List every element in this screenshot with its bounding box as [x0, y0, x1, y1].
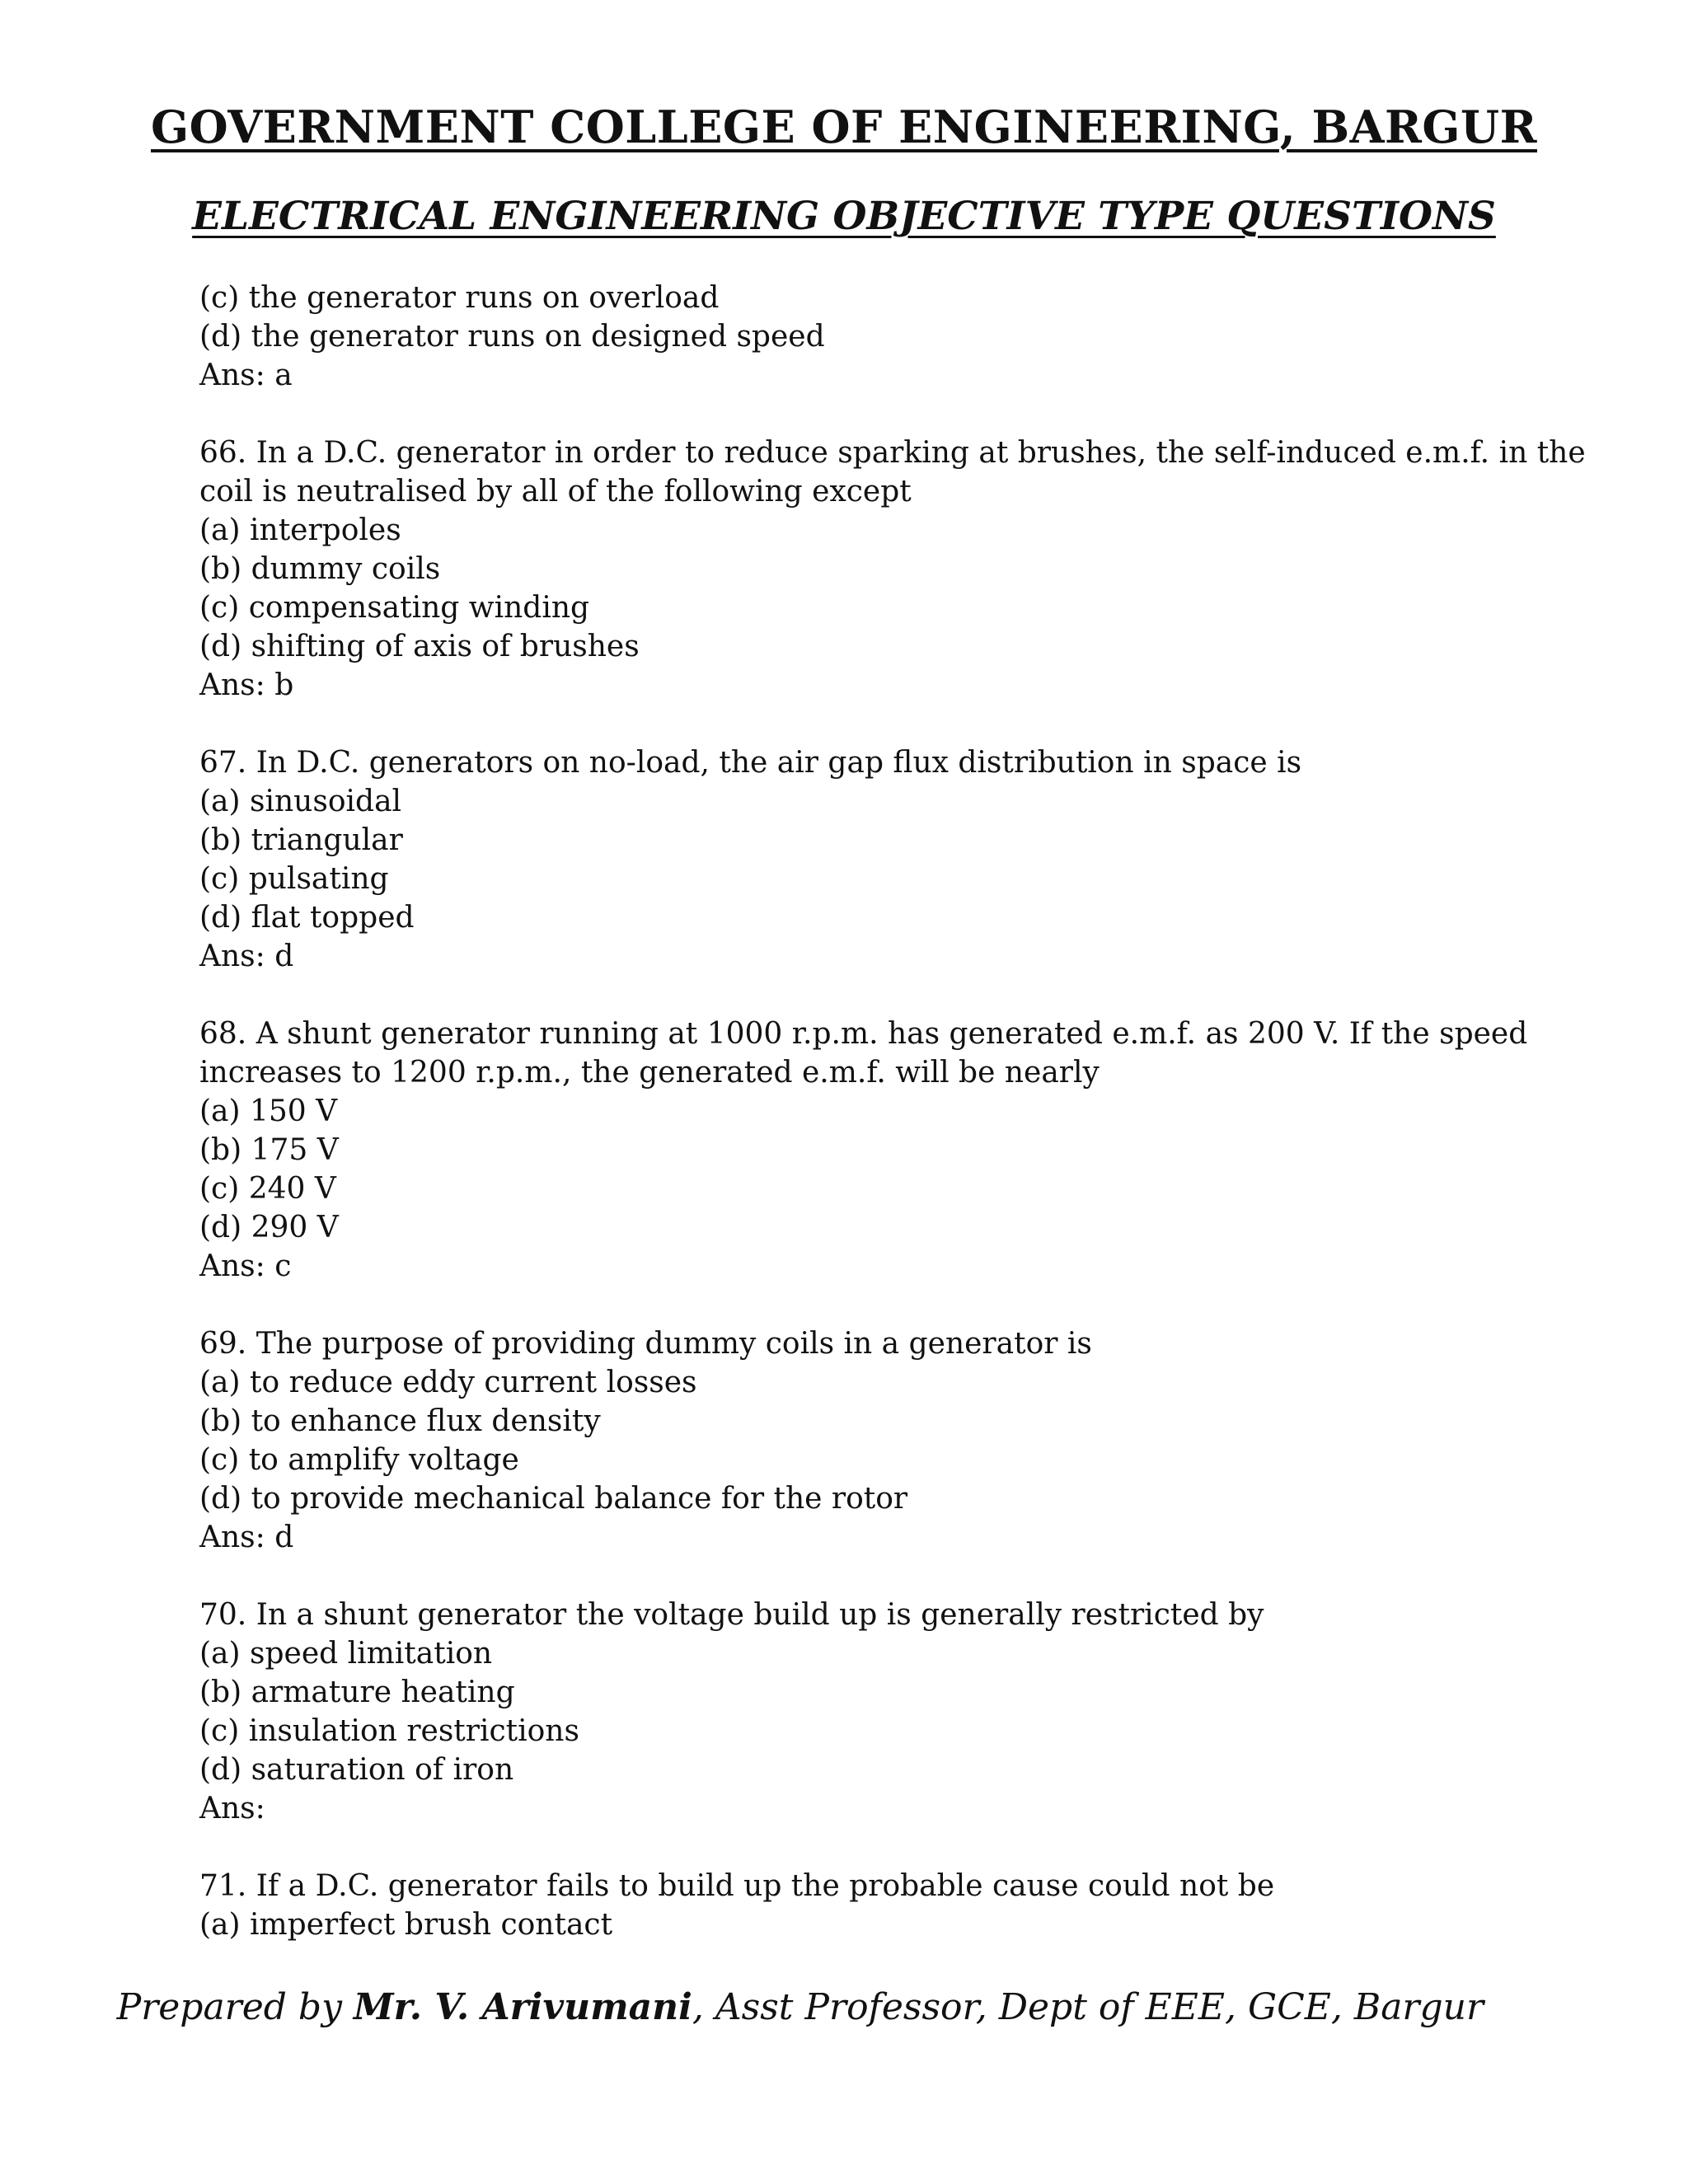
- answer: Ans: b: [199, 668, 294, 702]
- option: (d) saturation of iron: [199, 1753, 514, 1787]
- question-66: [199, 434, 1586, 705]
- option: (c) pulsating: [199, 862, 389, 896]
- spacer: [199, 395, 1502, 434]
- question-stem: coil is neutralised by all of the following except: [199, 475, 912, 509]
- option: (b) armature heating: [199, 1675, 515, 1709]
- option: (b) triangular: [199, 823, 403, 857]
- author-name: Mr. V. Arivumani: [353, 1986, 692, 2028]
- question-stem: 70. In a shunt generator the voltage build up is generally restricted by: [199, 1598, 1264, 1632]
- option: (c) the generator runs on overload: [199, 281, 720, 315]
- option: (a) imperfect brush contact: [199, 1908, 613, 1942]
- question-continuation: [199, 279, 1502, 395]
- college-title: GOVERNMENT COLLEGE OF ENGINEERING, BARGUR: [150, 101, 1537, 153]
- answer: Ans:: [199, 1792, 265, 1825]
- option: (c) compensating winding: [199, 591, 590, 625]
- footer-prefix: Prepared by: [116, 1986, 354, 2028]
- question-69: [199, 1324, 1502, 1557]
- question-71: [199, 1867, 1502, 1944]
- spacer: [199, 1286, 1502, 1324]
- answer: Ans: c: [199, 1249, 292, 1283]
- spacer: [199, 976, 1502, 1015]
- option: (b) to enhance flux density: [199, 1404, 601, 1438]
- option: (d) shifting of axis of brushes: [199, 630, 640, 663]
- option: (d) 290 V: [199, 1211, 339, 1244]
- option: (c) to amplify voltage: [199, 1443, 519, 1477]
- question-stem: 68. A shunt generator running at 1000 r.p.m. has generated e.m.f. as 200 V. If the speed: [199, 1017, 1528, 1051]
- option: (b) dummy coils: [199, 552, 441, 586]
- question-67: [199, 743, 1502, 976]
- subject-title: ELECTRICAL ENGINEERING OBJECTIVE TYPE QUESTIONS: [192, 194, 1496, 239]
- answer: Ans: d: [199, 1521, 294, 1554]
- question-68: [199, 1015, 1528, 1286]
- option: (a) to reduce eddy current losses: [199, 1366, 697, 1399]
- option: (b) 175 V: [199, 1133, 339, 1167]
- question-stem: 67. In D.C. generators on no-load, the air gap flux distribution in space is: [199, 746, 1302, 780]
- question-stem: 69. The purpose of providing dummy coils in a generator is: [199, 1327, 1092, 1361]
- footer-suffix: , Asst Professor, Dept of EEE, GCE, Bargur: [692, 1986, 1484, 2028]
- option: (d) the generator runs on designed speed: [199, 320, 825, 354]
- questions-body: [199, 279, 1586, 1944]
- question-stem: 66. In a D.C. generator in order to reduce sparking at brushes, the self-induced e.m.f. in the: [199, 436, 1586, 470]
- footer-credit: [117, 1986, 1484, 2028]
- spacer: [199, 705, 1502, 743]
- spacer: [199, 1828, 1502, 1867]
- option: (a) 150 V: [199, 1094, 338, 1128]
- spacer: [199, 1557, 1502, 1596]
- question-70: [199, 1596, 1502, 1828]
- answer: Ans: d: [199, 940, 294, 973]
- question-stem: increases to 1200 r.p.m., the generated e.m.f. will be nearly: [199, 1056, 1100, 1090]
- option: (c) insulation restrictions: [199, 1714, 579, 1748]
- answer: Ans: a: [199, 359, 293, 392]
- option: (c) 240 V: [199, 1172, 336, 1206]
- option: (a) sinusoidal: [199, 785, 402, 818]
- option: (a) interpoles: [199, 513, 401, 547]
- option: (d) to provide mechanical balance for the rotor: [199, 1482, 908, 1516]
- question-stem: 71. If a D.C. generator fails to build up the probable cause could not be: [199, 1869, 1275, 1903]
- option: (d) flat topped: [199, 901, 415, 935]
- option: (a) speed limitation: [199, 1637, 493, 1671]
